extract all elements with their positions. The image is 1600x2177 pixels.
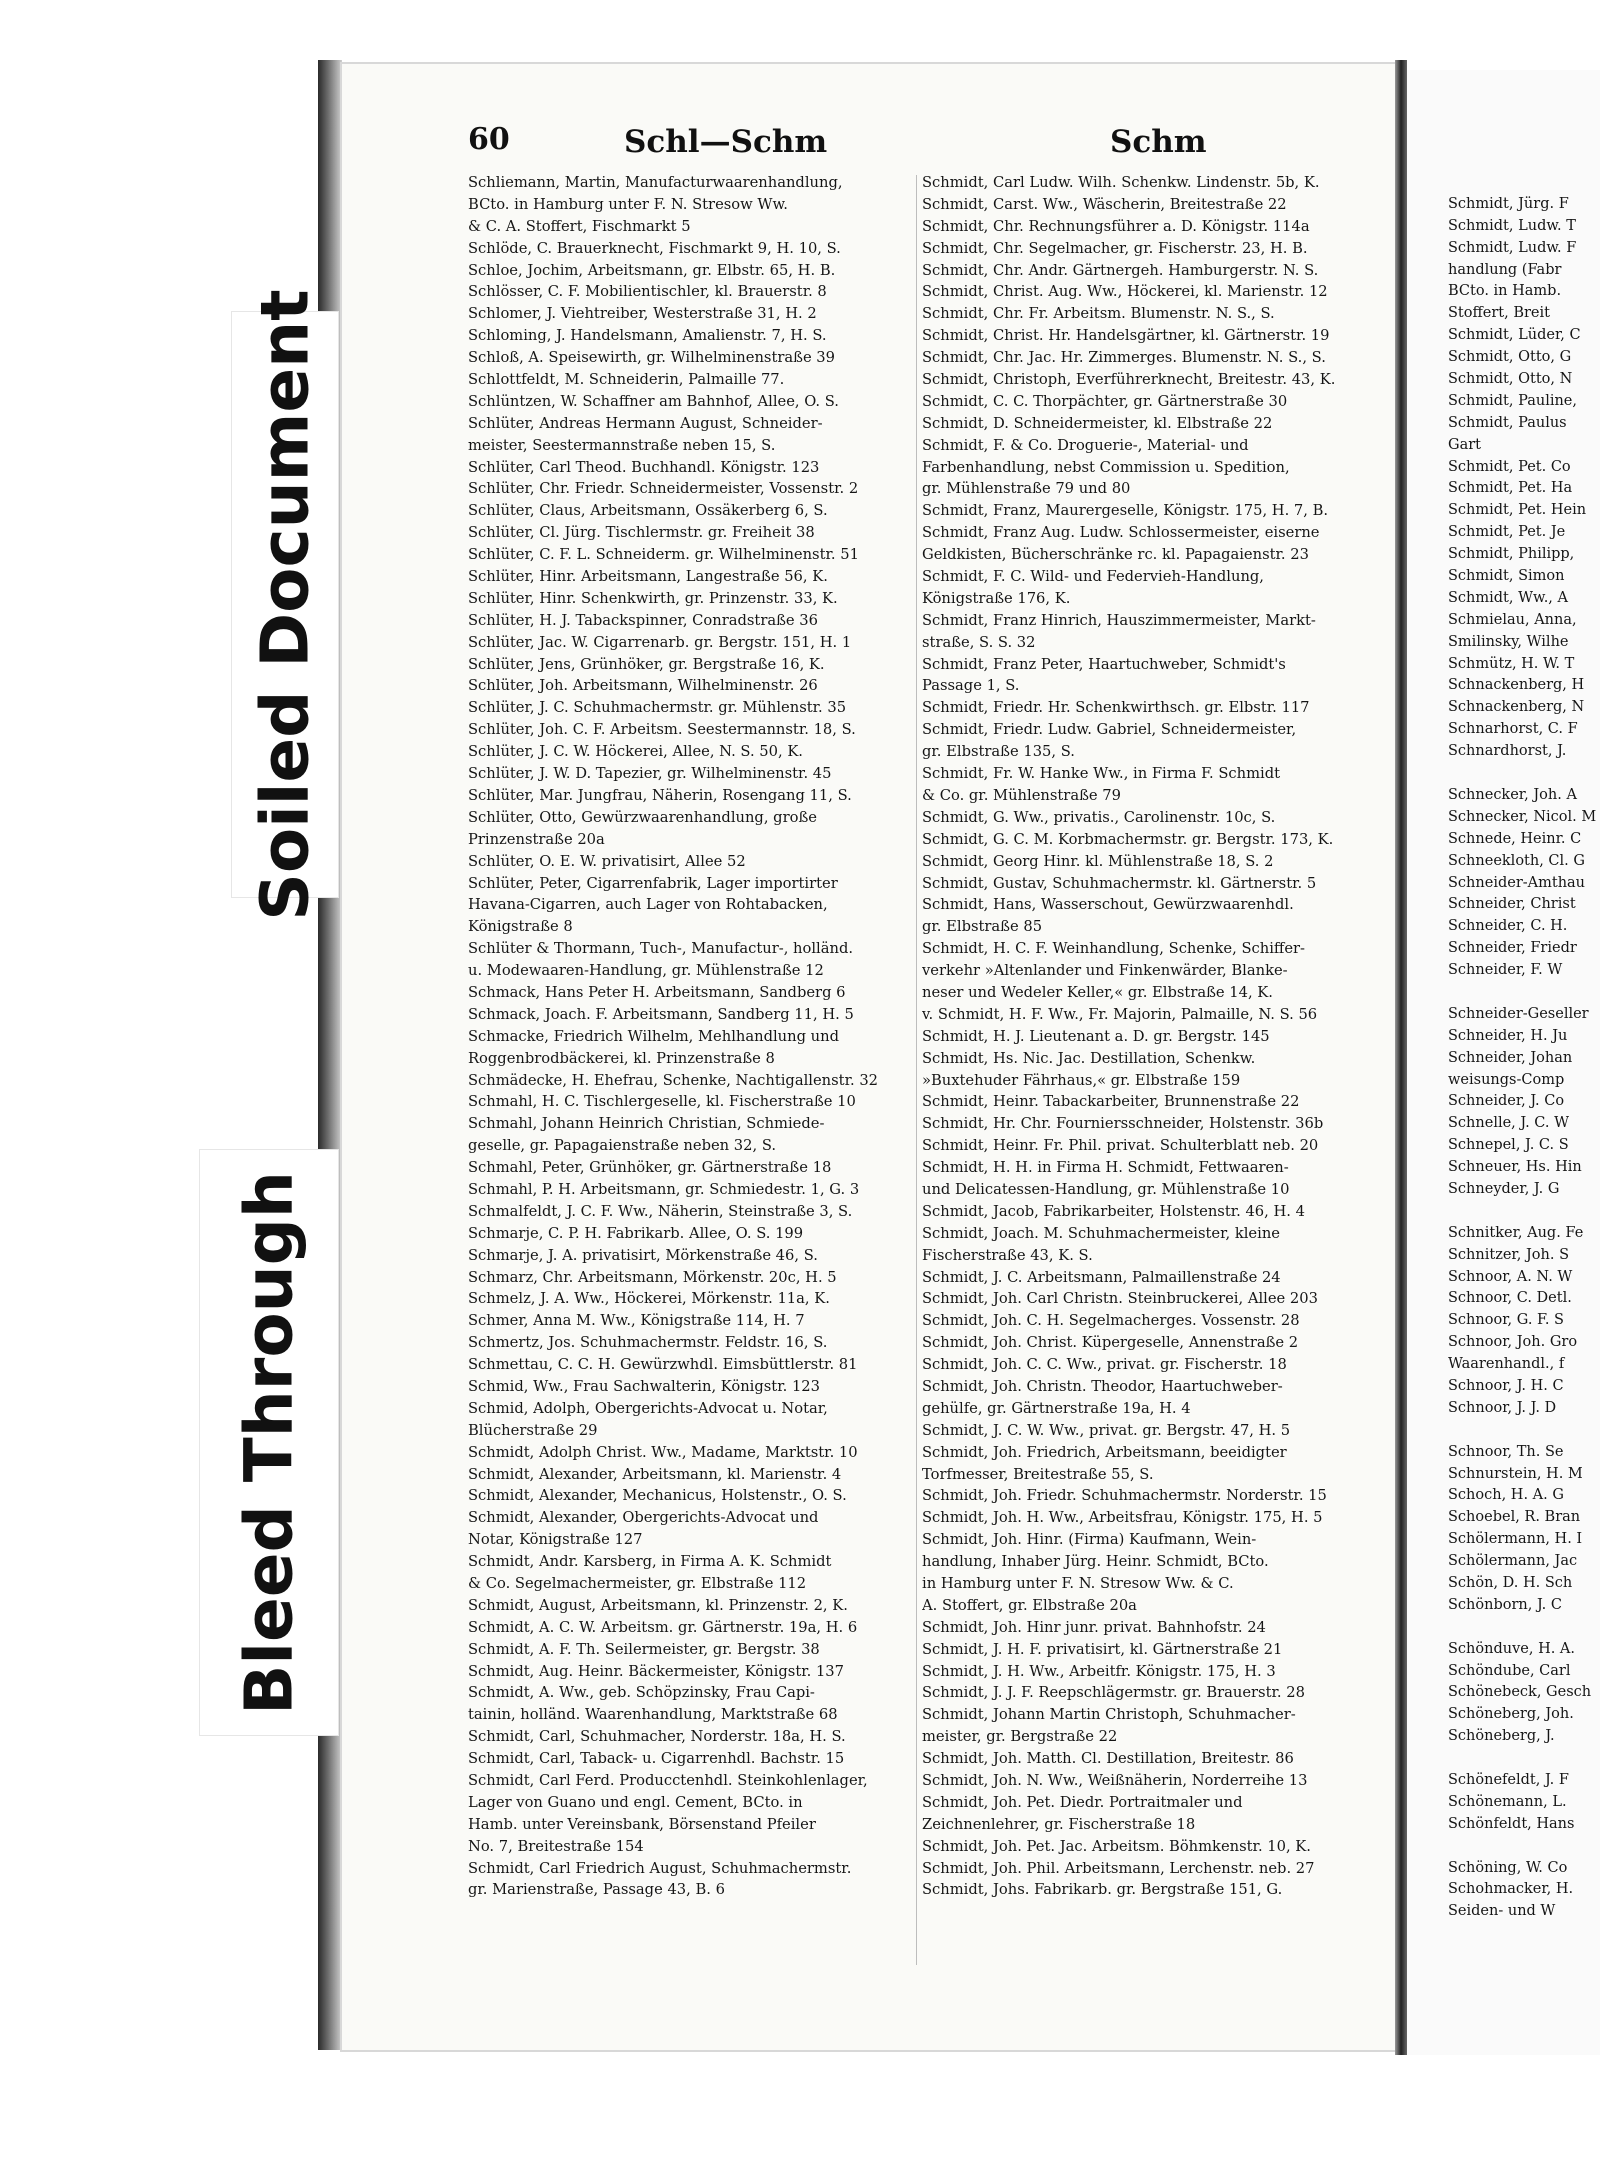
directory-entry-line: Schmidt, Joh. Pet. Diedr. Portraitmaler und — [922, 1793, 1243, 1811]
directory-entry-line: Schmertz, Jos. Schuhmachermstr. Feldstr. 16, S. — [468, 1334, 828, 1352]
directory-entry-line: Schmidt, Carl, Schuhmacher, Norderstr. 18a, H. S. — [468, 1728, 846, 1746]
directory-entry-line: gr. Marienstraße, Passage 43, B. 6 — [468, 1881, 725, 1899]
directory-entry-line: gr. Elbstraße 85 — [922, 918, 1043, 936]
directory-entry-line: Schlösser, C. F. Mobilientischler, kl. Brauerstr. 8 — [468, 283, 827, 301]
directory-entry-line: Schöneberg, Joh. — [1448, 1706, 1574, 1723]
directory-entry-line: Schmidt, Simon — [1448, 568, 1565, 585]
directory-entry-line: meister, Seestermannstraße neben 15, S. — [468, 436, 776, 454]
directory-entry-line: Schloß, A. Speisewirth, gr. Wilhelminenstraße 39 — [468, 349, 835, 367]
directory-entry-line: Schneuer, Hs. Hin — [1448, 1159, 1582, 1176]
directory-entry-line: Schölermann, H. I — [1448, 1531, 1583, 1548]
directory-entry-line: Schmarje, C. P. H. Fabrikarb. Allee, O. S. 199 — [468, 1224, 804, 1242]
directory-entry-line: Schlottfeldt, M. Schneiderin, Palmaille 77. — [468, 371, 785, 389]
directory-entry-line: Schmidt, Alexander, Mechanicus, Holstenstr., O. S. — [468, 1487, 847, 1505]
directory-entry-line: Lager von Guano und engl. Cement, BCto. in — [468, 1793, 803, 1811]
directory-entry-line: Schnoor, Joh. Gro — [1448, 1334, 1578, 1351]
directory-entry-line: Schönfeldt, Hans — [1448, 1815, 1575, 1832]
directory-entry-line: Schmidt, Philipp, — [1448, 546, 1575, 563]
directory-entry-line: Schneider, Christ — [1448, 896, 1576, 913]
directory-entry-line — [1448, 1836, 1600, 1858]
directory-entry-line: Schlüter, Otto, Gewürzwaarenhandlung, große — [468, 808, 817, 826]
directory-entry-line: gehülfe, gr. Gärtnerstraße 19a, H. 4 — [922, 1399, 1191, 1417]
directory-entry-line: Waarenhandl., f — [1448, 1356, 1565, 1373]
directory-entry-line: Schmidt, Ww., A — [1448, 589, 1569, 606]
directory-entry-line: Geldkisten, Bücherschränke rc. kl. Papagaienstr. 23 — [922, 546, 1309, 564]
directory-entry-line: Schmidt, Joh. C. C. Ww., privat. gr. Fischerstr. 18 — [922, 1356, 1287, 1374]
directory-entry-line: & Co. Segelmachermeister, gr. Elbstraße 112 — [468, 1575, 807, 1592]
directory-entry-line: Schmidt, Paulus — [1448, 414, 1567, 431]
directory-entry-line: Schmacke, Friedrich Wilhelm, Mehlhandlung und — [468, 1027, 839, 1045]
directory-entry-line: Schlöde, C. Brauerknecht, Fischmarkt 9, H. 10, S. — [468, 239, 841, 257]
directory-entry-line: Schmidt, Carl Ludw. Wilh. Schenkw. Lindenstr. 5b, K. — [922, 174, 1320, 191]
directory-entry-line: Schlüter, Claus, Arbeitsmann, Ossäkerberg 6, S. — [468, 502, 828, 520]
directory-entry-line: Schmidt, Joh. Pet. Jac. Arbeitsm. Böhmkenstr. 10, K. — [922, 1837, 1311, 1855]
directory-entry-line: Schneider, Johan — [1448, 1049, 1573, 1066]
directory-entry-line: Schlüntzen, W. Schaffner am Bahnhof, Allee, O. S. — [468, 392, 839, 410]
directory-entry-line: Torfmesser, Breitestraße 55, S. — [922, 1465, 1154, 1483]
directory-entry-line: Schmelz, J. A. Ww., Höckerei, Mörkenstr. 11a, K. — [468, 1290, 830, 1308]
directory-entry-line: Schmidt, Chr. Jac. Hr. Zimmerges. Blumenstr. N. S., S. — [922, 349, 1326, 367]
directory-entry-line: Schöneberg, J. — [1448, 1728, 1555, 1745]
directory-entry-line: Schmidt, Chr. Fr. Arbeitsm. Blumenstr. N. S., S. — [922, 305, 1275, 323]
directory-entry-line: Schmid, Adolph, Obergerichts-Advocat u. Notar, — [468, 1399, 828, 1417]
directory-entry-line: Schmidt, Johann Martin Christoph, Schuhmacher- — [922, 1706, 1296, 1724]
directory-entry-line: Seiden- und W — [1448, 1903, 1556, 1920]
directory-entry-line: Schmer, Anna M. Ww., Königstraße 114, H. 7 — [468, 1312, 805, 1330]
directory-entry-line: Schlüter, Chr. Friedr. Schneidermeister, Vossenstr. 2 — [468, 480, 859, 498]
directory-entry-line: Schöning, W. Co — [1448, 1859, 1568, 1876]
running-head-left: Schl—Schm — [624, 124, 828, 160]
directory-entry-line: Schnecker, Joh. A — [1448, 786, 1577, 803]
directory-entry-line: Schneider-Geseller — [1448, 1005, 1589, 1022]
directory-entry-line: geselle, gr. Papagaienstraße neben 32, S. — [468, 1137, 777, 1155]
bleed-through-text: Bleed Through — [230, 1170, 308, 1715]
directory-entry-line: Schmidt, H. H. in Firma H. Schmidt, Fettwaaren- — [922, 1159, 1289, 1177]
directory-entry-line: Schlüter, Jac. W. Cigarrenarb. gr. Bergstr. 151, H. 1 — [468, 633, 852, 651]
directory-entry-line: Schmidt, Franz Aug. Ludw. Schlossermeister, eiserne — [922, 524, 1320, 542]
directory-entry-line: Schmidt, Joh. Hinr junr. privat. Bahnhofstr. 24 — [922, 1618, 1266, 1636]
directory-entry-line: Passage 1, S. — [922, 677, 1020, 695]
directory-entry-line: Schmidt, Christoph, Everführerknecht, Breitestr. 43, K. — [922, 371, 1336, 389]
directory-entry-line: Schönemann, L. — [1448, 1793, 1567, 1810]
directory-entry-line: Schmidt, J. H. Ww., Arbeitfr. Königstr. 175, H. 3 — [922, 1662, 1276, 1680]
directory-entry-line: Schmack, Hans Peter H. Arbeitsmann, Sandberg 6 — [468, 983, 846, 1001]
directory-entry-line: Schmidt, Johs. Fabrikarb. gr. Bergstraße 151, G. — [922, 1881, 1283, 1899]
directory-entry-line: Schmidt, A. C. W. Arbeitsm. gr. Gärtnerstr. 19a, H. 6 — [468, 1618, 858, 1636]
directory-entry-line: Schloming, J. Handelsmann, Amalienstr. 7, H. S. — [468, 327, 827, 345]
directory-entry-line: Schmack, Joach. F. Arbeitsmann, Sandberg 11, H. 5 — [468, 1005, 854, 1023]
directory-entry-line: verkehr »Altenlander und Finkenwärder, Blanke- — [922, 962, 1288, 980]
left-column — [468, 172, 912, 1901]
directory-entry-line: Schlüter, J. C. W. Höckerei, Allee, N. S. 50, K. — [468, 743, 803, 761]
directory-entry-line: Schönefeldt, J. F — [1448, 1772, 1569, 1789]
directory-entry-line: Schmidt, J. C. Arbeitsmann, Palmaillenstraße 24 — [922, 1268, 1281, 1286]
directory-entry-line — [1448, 172, 1600, 194]
directory-entry-line — [1448, 982, 1600, 1004]
directory-entry-line: Schmidt, J. J. F. Reepschlägermstr. gr. Brauerstr. 28 — [922, 1684, 1305, 1702]
directory-entry-line: Schmidt, Joh. H. Ww., Arbeitsfrau, Königstr. 175, H. 5 — [922, 1509, 1323, 1527]
directory-entry-line: Schmidt, Hs. Nic. Jac. Destillation, Schenkw. — [922, 1049, 1256, 1067]
directory-entry-line — [1448, 1748, 1600, 1770]
directory-entry-line: Schöndube, Carl — [1448, 1662, 1571, 1679]
directory-entry-line: Schlomer, J. Viehtreiber, Westerstraße 31, H. 2 — [468, 305, 817, 323]
directory-entry-line — [1448, 1617, 1600, 1639]
directory-entry-line: Hamb. unter Vereinsbank, Börsenstand Pfeiler — [468, 1815, 816, 1833]
bleed-through-label — [200, 1150, 338, 1735]
directory-entry-line: u. Modewaaren-Handlung, gr. Mühlenstraße 12 — [468, 962, 824, 980]
directory-entry-line: Schmid, Ww., Frau Sachwalterin, Königstr. 123 — [468, 1377, 820, 1395]
directory-entry-line: Schmidt, Joh. C. H. Segelmacherges. Vossenstr. 28 — [922, 1312, 1300, 1330]
directory-entry-line: Schlüter, C. F. L. Schneiderm. gr. Wilhelminenstr. 51 — [468, 546, 859, 564]
directory-entry-line: Schnelle, J. C. W — [1448, 1115, 1569, 1132]
directory-entry-line: Fischerstraße 43, K. S. — [922, 1246, 1093, 1264]
directory-entry-line: Schneider, H. Ju — [1448, 1027, 1568, 1044]
directory-entry-line: Königstraße 176, K. — [922, 589, 1071, 607]
directory-entry-line: Schmidt, Jürg. F — [1448, 195, 1569, 212]
directory-entry-line: Schmidt, F. & Co. Droguerie-, Material- und — [922, 436, 1249, 454]
directory-entry-line: Schmidt, Alexander, Arbeitsmann, kl. Marienstr. 4 — [468, 1465, 842, 1483]
directory-entry-line: Schliemann, Martin, Manufacturwaarenhandlung, — [468, 174, 843, 191]
directory-entry-line: Schlüter, Carl Theod. Buchhandl. Königstr. 123 — [468, 458, 820, 476]
directory-entry-line: Schmidt, A. F. Th. Seilermeister, gr. Bergstr. 38 — [468, 1640, 820, 1658]
directory-entry-line: Schmidt, H. J. Lieutenant a. D. gr. Bergstr. 145 — [922, 1027, 1270, 1045]
directory-entry-line: Schmidt, Pet. Ha — [1448, 480, 1573, 497]
directory-entry-line: BCto. in Hamburg unter F. N. Stresow Ww. — [468, 195, 788, 213]
directory-entry-line: Schnepel, J. C. S — [1448, 1137, 1569, 1154]
directory-entry-line: Schmalfeldt, J. C. F. Ww., Näherin, Steinstraße 3, S. — [468, 1202, 853, 1220]
directory-entry-line: Schmidt, Joach. M. Schuhmachermeister, kleine — [922, 1224, 1280, 1242]
directory-entry-line: A. Stoffert, gr. Elbstraße 20a — [922, 1596, 1137, 1614]
directory-entry-line: Schmidt, Ludw. F — [1448, 239, 1577, 256]
directory-entry-line: Schneider, C. H. — [1448, 918, 1568, 935]
directory-entry-line: No. 7, Breitestraße 154 — [468, 1837, 644, 1855]
directory-entry-line: Schmidt, Carl, Taback- u. Cigarrenhdl. Bachstr. 15 — [468, 1750, 845, 1768]
directory-entry-line: tainin, holländ. Waarenhandlung, Marktstraße 68 — [468, 1706, 838, 1724]
directory-entry-line: Schnitzer, Joh. S — [1448, 1246, 1570, 1263]
directory-entry-line: Schnoor, C. Detl. — [1448, 1290, 1572, 1307]
directory-entry-line: Schmidt, G. C. M. Korbmachermstr. gr. Bergstr. 173, K. — [922, 830, 1334, 848]
directory-entry-line: Schmidt, Joh. Hinr. (Firma) Kaufmann, Wein- — [922, 1531, 1257, 1549]
directory-entry-line: Schmütz, H. W. T — [1448, 655, 1575, 672]
directory-entry-line: Schmahl, Peter, Grünhöker, gr. Gärtnerstraße 18 — [468, 1159, 832, 1177]
directory-entry-line: Schmidt, Carst. Ww., Wäscherin, Breitestraße 22 — [922, 195, 1287, 213]
directory-entry-line: Schmidt, J. C. W. Ww., privat. gr. Bergstr. 47, H. 5 — [922, 1421, 1291, 1439]
directory-entry-line: Schmidt, Fr. W. Hanke Ww., in Firma F. Schmidt — [922, 765, 1281, 783]
directory-entry-line — [1448, 763, 1600, 785]
directory-entry-line: Schlüter, J. C. Schuhmachermstr. gr. Mühlenstr. 35 — [468, 699, 847, 717]
directory-entry-line: Schmidt, Franz Peter, Haartuchweber, Schmidt's — [922, 655, 1286, 673]
directory-entry-line: Schmidt, Pet. Je — [1448, 524, 1566, 541]
directory-entry-line: Schlüter, Mar. Jungfrau, Näherin, Rosengang 11, S. — [468, 786, 852, 804]
directory-entry-line: handlung, Inhaber Jürg. Heinr. Schmidt, BCto. — [922, 1553, 1269, 1571]
directory-entry-line: Schlüter, Joh. C. F. Arbeitsm. Seestermannstr. 18, S. — [468, 721, 856, 739]
directory-entry-line: Schlüter, O. E. W. privatisirt, Allee 52 — [468, 852, 746, 870]
directory-entry-line: Schmidt, Gustav, Schuhmachermstr. kl. Gärtnerstr. 5 — [922, 874, 1317, 892]
directory-entry-line: Schmidt, August, Arbeitsmann, kl. Prinzenstr. 2, K. — [468, 1596, 848, 1614]
directory-entry-line: Schoch, H. A. G — [1448, 1487, 1564, 1504]
directory-entry-line — [1448, 1201, 1600, 1223]
right-column — [922, 172, 1362, 1901]
directory-entry-line: Schneyder, J. G — [1448, 1180, 1560, 1197]
directory-entry-line: Schmidt, Joh. Christ. Küpergeselle, Annenstraße 2 — [922, 1334, 1299, 1352]
directory-entry-line: Königstraße 8 — [468, 918, 573, 936]
directory-entry-line: Schmidt, Hr. Chr. Fourniersschneider, Holstenstr. 36b — [922, 1115, 1324, 1133]
directory-entry-line: Schmidt, Chr. Andr. Gärtnergeh. Hamburgerstr. N. S. — [922, 261, 1319, 279]
directory-entry-line: Schneider, Friedr — [1448, 940, 1577, 957]
directory-entry-line: Schmidt, Chr. Segelmacher, gr. Fischerstr. 23, H. B. — [922, 239, 1308, 257]
directory-entry-line: Schmahl, H. C. Tischlergeselle, kl. Fischerstraße 10 — [468, 1093, 856, 1111]
directory-entry-line: Schoebel, R. Bran — [1448, 1509, 1581, 1526]
page-number: 60 — [468, 122, 510, 157]
directory-entry-line: Blücherstraße 29 — [468, 1421, 598, 1439]
directory-entry-line: gr. Elbstraße 135, S. — [922, 743, 1075, 761]
directory-entry-line: Schmidt, Pet. Co — [1448, 458, 1571, 475]
directory-entry-line: Schnoor, J. H. C — [1448, 1377, 1564, 1394]
directory-entry-line: in Hamburg unter F. N. Stresow Ww. & C. — [922, 1575, 1234, 1592]
directory-entry-line: Schmidt, Joh. Friedrich, Arbeitsmann, beeidigter — [922, 1443, 1287, 1461]
directory-entry-line: v. Schmidt, H. F. Ww., Fr. Majorin, Palmaille, N. S. 56 — [922, 1005, 1318, 1023]
directory-entry-line: Schlüter, Hinr. Arbeitsmann, Langestraße 56, K. — [468, 568, 828, 586]
directory-entry-line: Schmidt, Jacob, Fabrikarbeiter, Holstenstr. 46, H. 4 — [922, 1202, 1305, 1220]
directory-entry-line: Smilinsky, Wilhe — [1448, 633, 1569, 650]
directory-entry-line: & C. A. Stoffert, Fischmarkt 5 — [468, 217, 691, 235]
directory-entry-line: Schnurstein, H. M — [1448, 1465, 1583, 1482]
directory-entry-line: Schmidt, H. C. F. Weinhandlung, Schenke, Schiffer- — [922, 940, 1306, 958]
directory-entry-line: Schlüter, Peter, Cigarrenfabrik, Lager importirter — [468, 874, 838, 892]
directory-entry-line: Schnardhorst, J. — [1448, 743, 1567, 760]
soiled-document-label — [232, 288, 338, 921]
directory-entry-line: Schmidt, D. Schneidermeister, kl. Elbstraße 22 — [922, 414, 1273, 432]
directory-entry-line: Schneider-Amthau — [1448, 874, 1586, 891]
directory-entry-line: Schmidt, Hans, Wasserschout, Gewürzwaarenhdl. — [922, 896, 1294, 914]
directory-entry-line: Roggenbrodbäckerei, kl. Prinzenstraße 8 — [468, 1049, 775, 1067]
directory-entry-line: »Buxtehuder Fährhaus,« gr. Elbstraße 159 — [922, 1071, 1241, 1089]
directory-entry-line: Schlüter, H. J. Tabackspinner, Conradstraße 36 — [468, 611, 818, 629]
directory-entry-line: Schnecker, Nicol. M — [1448, 808, 1597, 825]
directory-entry-line: Schnackenberg, H — [1448, 677, 1585, 694]
directory-entry-line: Schloe, Jochim, Arbeitsmann, gr. Elbstr. 65, H. B. — [468, 261, 836, 279]
directory-entry-line: Schölermann, Jac — [1448, 1553, 1578, 1570]
directory-entry-line: BCto. in Hamb. — [1448, 283, 1562, 300]
running-head-right: Schm — [1110, 124, 1207, 160]
directory-entry-line: Schmidt, F. C. Wild- und Federvieh-Handlung, — [922, 568, 1264, 586]
directory-entry-line: Schmidt, Pet. Hein — [1448, 502, 1587, 519]
directory-entry-line: Schmidt, Heinr. Tabackarbeiter, Brunnenstraße 22 — [922, 1093, 1300, 1111]
directory-entry-line: straße, S. S. 32 — [922, 633, 1036, 651]
directory-entry-line: Schmidt, Joh. Christn. Theodor, Haartuchweber- — [922, 1377, 1283, 1395]
directory-entry-line: Schmidt, Chr. Rechnungsführer a. D. Königstr. 114a — [922, 217, 1310, 235]
directory-entry-line: Schmidt, Friedr. Hr. Schenkwirthsch. gr. Elbstr. 117 — [922, 699, 1310, 717]
directory-entry-line: & Co. gr. Mühlenstraße 79 — [922, 786, 1121, 804]
directory-entry-line: Schnoor, G. F. S — [1448, 1312, 1564, 1329]
directory-entry-line: meister, gr. Bergstraße 22 — [922, 1728, 1118, 1746]
directory-entry-line: Schmidt, Friedr. Ludw. Gabriel, Schneidermeister, — [922, 721, 1297, 739]
directory-entry-line: Schlüter, Hinr. Schenkwirth, gr. Prinzenstr. 33, K. — [468, 589, 838, 607]
directory-entry-line: Schnackenberg, N — [1448, 699, 1585, 716]
directory-entry-line: Schneider, F. W — [1448, 962, 1563, 979]
directory-entry-line: Schmidt, C. C. Thorpächter, gr. Gärtnerstraße 30 — [922, 392, 1288, 410]
directory-entry-line: Schmidt, Pauline, — [1448, 392, 1577, 409]
directory-entry-line: Schlüter, J. W. D. Tapezier, gr. Wilhelminenstr. 45 — [468, 765, 832, 783]
directory-entry-line: Schmidt, J. H. F. privatisirt, kl. Gärtnerstraße 21 — [922, 1640, 1283, 1658]
facing-page-column — [1448, 172, 1600, 1923]
directory-entry-line: Schmidt, Alexander, Obergerichts-Advocat und — [468, 1509, 819, 1527]
directory-entry-line: Schmidt, Aug. Heinr. Bäckermeister, Königstr. 137 — [468, 1662, 844, 1680]
directory-entry-line: Schmidt, Ludw. T — [1448, 217, 1576, 234]
directory-entry-line: Schnarhorst, C. F — [1448, 721, 1578, 738]
directory-entry-line: Zeichnenlehrer, gr. Fischerstraße 18 — [922, 1815, 1196, 1833]
soiled-document-text: Soiled Document — [246, 288, 324, 921]
directory-entry-line: Schmidt, Georg Hinr. kl. Mühlenstraße 18, S. 2 — [922, 852, 1274, 870]
directory-entry-line: Schmädecke, H. Ehefrau, Schenke, Nachtigallenstr. 32 — [468, 1071, 879, 1089]
directory-entry-line: Schmidt, Otto, N — [1448, 371, 1573, 388]
directory-entry-line: Schlüter, Jens, Grünhöker, gr. Bergstraße 16, K. — [468, 655, 825, 673]
directory-entry-line: Farbenhandlung, nebst Commission u. Spedition, — [922, 458, 1290, 476]
directory-entry-line: Schmidt, Joh. Matth. Cl. Destillation, Breitestr. 86 — [922, 1750, 1294, 1768]
directory-entry-line: Schmidt, Franz Hinrich, Hauszimmermeister, Markt- — [922, 611, 1316, 629]
directory-entry-line: Schönborn, J. C — [1448, 1596, 1562, 1613]
directory-entry-line: neser und Wedeler Keller,« gr. Elbstraße 14, K. — [922, 983, 1273, 1001]
directory-entry-line: und Delicatessen-Handlung, gr. Mühlenstraße 10 — [922, 1180, 1290, 1198]
directory-entry-line: Schmidt, Adolph Christ. Ww., Madame, Marktstr. 10 — [468, 1443, 858, 1461]
directory-entry-line: Schönebeck, Gesch — [1448, 1684, 1592, 1701]
directory-entry-line: Schmettau, C. C. H. Gewürzwhdl. Eimsbüttlerstr. 81 — [468, 1356, 858, 1374]
directory-entry-line: Schmahl, Johann Heinrich Christian, Schmiede- — [468, 1115, 825, 1133]
directory-entry-line — [1448, 1420, 1600, 1442]
book-gutter — [1395, 60, 1407, 2055]
directory-entry-line: Schmahl, P. H. Arbeitsmann, gr. Schmiedestr. 1, G. 3 — [468, 1180, 860, 1198]
directory-entry-line: Gart — [1448, 436, 1481, 453]
directory-entry-line: Schmidt, Joh. N. Ww., Weißnäherin, Norderreihe 13 — [922, 1772, 1308, 1790]
directory-entry-line: Schönduve, H. A. — [1448, 1640, 1576, 1657]
directory-entry-line: Schneider, J. Co — [1448, 1093, 1565, 1110]
directory-entry-line: Schlüter, Cl. Jürg. Tischlermstr. gr. Freiheit 38 — [468, 524, 815, 542]
directory-entry-line: Schlüter, Andreas Hermann August, Schneider- — [468, 414, 823, 432]
directory-entry-line: Schmidt, Andr. Karsberg, in Firma A. K. Schmidt — [468, 1553, 832, 1571]
directory-entry-line: Notar, Königstraße 127 — [468, 1531, 643, 1549]
directory-entry-line: Schmidt, Joh. Phil. Arbeitsmann, Lerchenstr. neb. 27 — [922, 1859, 1315, 1877]
directory-entry-line: Schmidt, Carl Ferd. Producctenhdl. Steinkohlenlager, — [468, 1772, 868, 1790]
directory-entry-line: Havana-Cigarren, auch Lager von Rohtabacken, — [468, 896, 828, 914]
directory-entry-line: Schmidt, Otto, G — [1448, 349, 1572, 366]
directory-entry-line: Schmidt, A. Ww., geb. Schöpzinsky, Frau Capi- — [468, 1684, 815, 1702]
directory-entry-line: Schnitker, Aug. Fe — [1448, 1224, 1584, 1241]
directory-entry-line: Prinzenstraße 20a — [468, 830, 605, 848]
directory-entry-line: Schlüter, Joh. Arbeitsmann, Wilhelminenstr. 26 — [468, 677, 818, 695]
directory-entry-line: weisungs-Comp — [1448, 1071, 1565, 1088]
directory-entry-line: Schnede, Heinr. C — [1448, 830, 1582, 847]
directory-entry-line: handlung (Fabr — [1448, 261, 1562, 278]
column-separator — [916, 175, 917, 1965]
directory-entry-line: Schmidt, Lüder, C — [1448, 327, 1581, 344]
directory-entry-line: Schnoor, Th. Se — [1448, 1443, 1564, 1460]
directory-entry-line: Schnoor, A. N. W — [1448, 1268, 1573, 1285]
directory-entry-line: Schmidt, G. Ww., privatis., Carolinenstr. 10c, S. — [922, 808, 1276, 826]
directory-entry-line: Schmarz, Chr. Arbeitsmann, Mörkenstr. 20c, H. 5 — [468, 1268, 837, 1286]
directory-entry-line: Schmielau, Anna, — [1448, 611, 1577, 628]
directory-entry-line: Schmidt, Heinr. Fr. Phil. privat. Schulterblatt neb. 20 — [922, 1137, 1319, 1155]
directory-entry-line: Schmarje, J. A. privatisirt, Mörkenstraße 46, S. — [468, 1246, 818, 1264]
directory-entry-line: Schmidt, Franz, Maurergeselle, Königstr. 175, H. 7, B. — [922, 502, 1329, 520]
directory-entry-line: Schön, D. H. Sch — [1448, 1575, 1573, 1591]
directory-entry-line: Schmidt, Joh. Carl Christn. Steinbruckerei, Allee 203 — [922, 1290, 1318, 1308]
directory-entry-line: Stoffert, Breit — [1448, 305, 1550, 322]
directory-entry-line: Schlüter & Thormann, Tuch-, Manufactur-, holländ. — [468, 940, 854, 958]
directory-entry-line: Schnoor, J. J. D — [1448, 1399, 1557, 1416]
directory-entry-line: Schmidt, Christ. Aug. Ww., Höckerei, kl. Marienstr. 12 — [922, 283, 1328, 301]
directory-entry-line: Schmidt, Carl Friedrich August, Schuhmachermstr. — [468, 1859, 852, 1877]
directory-entry-line: Schneekloth, Cl. G — [1448, 852, 1585, 869]
directory-entry-line: gr. Mühlenstraße 79 und 80 — [922, 480, 1131, 498]
directory-entry-line: Schohmacker, H. — [1448, 1881, 1574, 1898]
directory-entry-line: Schmidt, Christ. Hr. Handelsgärtner, kl. Gärtnerstr. 19 — [922, 327, 1330, 345]
directory-entry-line: Schmidt, Joh. Friedr. Schuhmachermstr. Norderstr. 15 — [922, 1487, 1327, 1505]
